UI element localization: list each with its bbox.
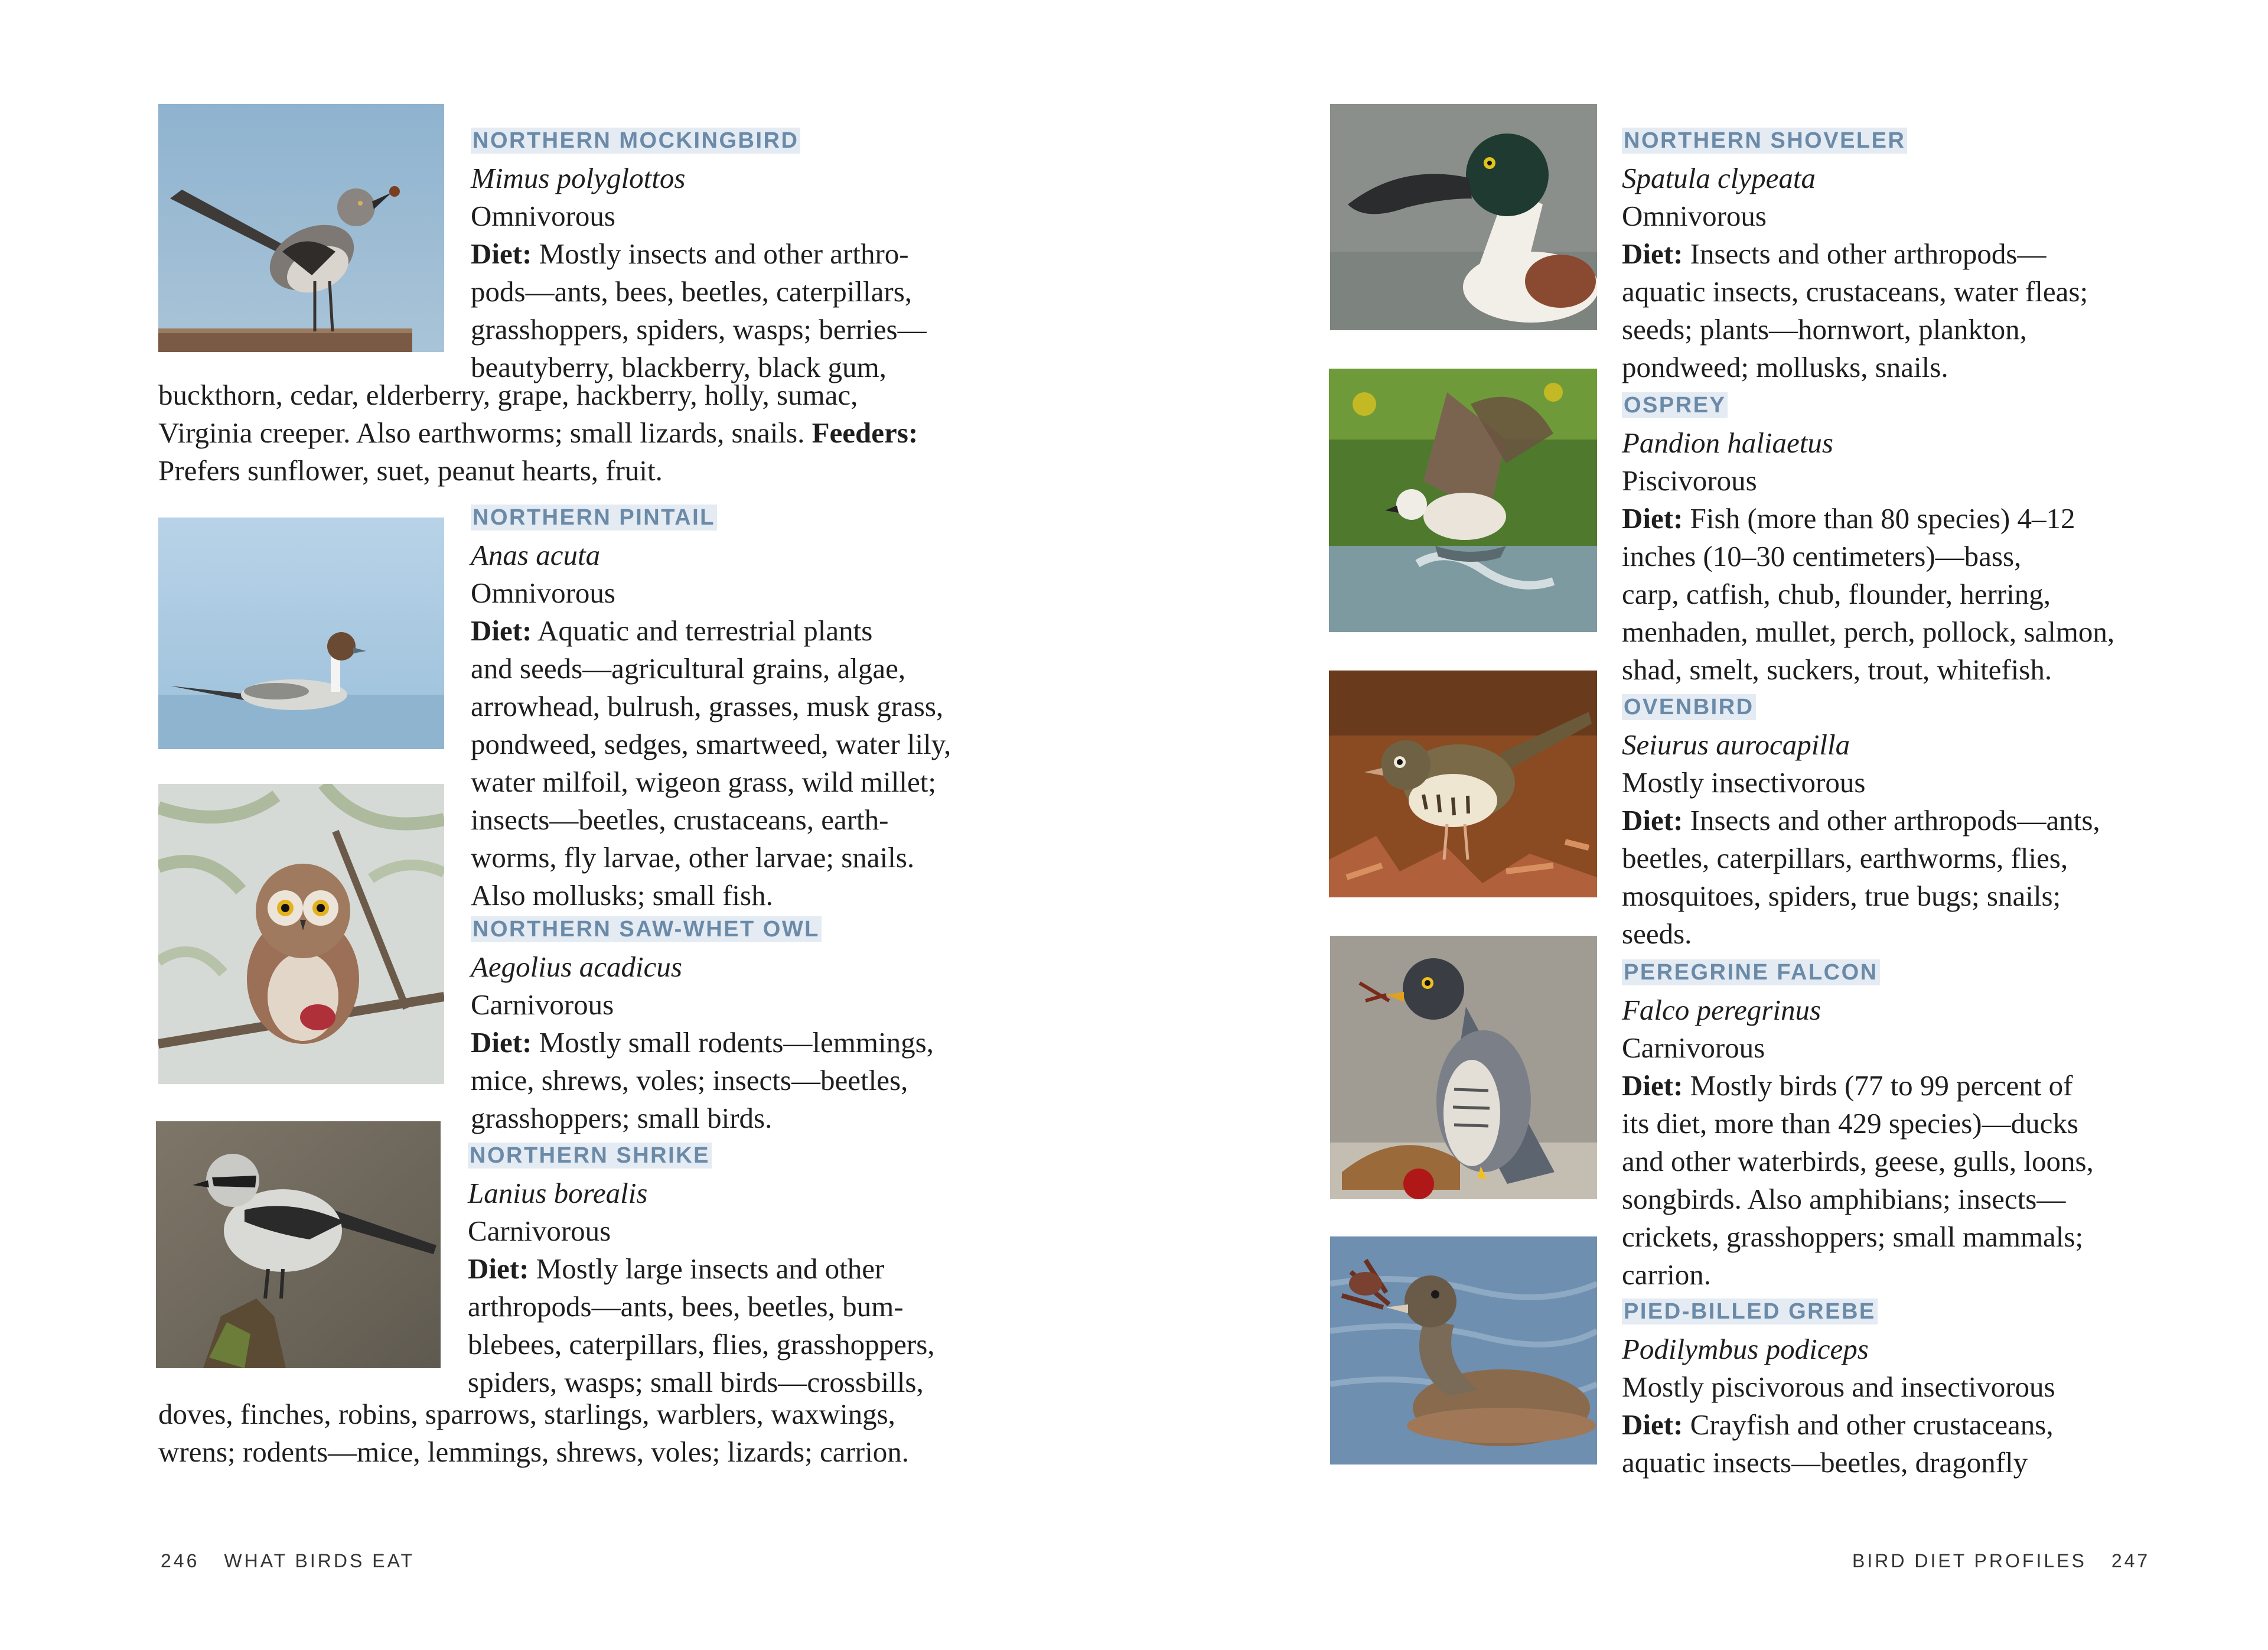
feeding-type: Omnivorous <box>1622 200 1767 232</box>
species-heading: NORTHERN SHRIKE <box>468 1143 712 1169</box>
diet-text: inches (10–30 centimeters)—bass, <box>1622 540 2022 572</box>
diet-text: Crayfish and other crustaceans, <box>1683 1408 2054 1441</box>
entry-pied-billed-grebe <box>1622 1290 2055 1482</box>
diet-text: crickets, grasshoppers; small mammals; <box>1622 1221 2084 1253</box>
diet-text: aquatic insects, crustaceans, water fleas; <box>1622 275 2088 308</box>
scientific-name: Mimus polyglottos <box>471 162 686 194</box>
scientific-name: Anas acuta <box>471 539 601 571</box>
diet-text: pods—ants, bees, beetles, caterpillars, <box>471 275 913 308</box>
diet-label: Diet: <box>471 614 532 647</box>
diet-label: Diet: <box>1622 1069 1683 1102</box>
diet-text: worms, fly larvae, other larvae; snails. <box>471 841 915 874</box>
scientific-name: Lanius borealis <box>468 1177 648 1209</box>
running-head: BIRD DIET PROFILES <box>1852 1550 2087 1571</box>
right-folio <box>1852 1550 2150 1572</box>
diet-text: arrowhead, bulrush, grasses, musk grass, <box>471 690 944 723</box>
left-folio <box>161 1550 439 1572</box>
diet-text: arthropods—ants, bees, beetles, bum- <box>468 1290 904 1323</box>
feeding-type: Carnivorous <box>468 1215 611 1247</box>
scientific-name: Falco peregrinus <box>1622 994 1821 1026</box>
saw-whet-owl-photo <box>158 784 444 1084</box>
page-number: 247 <box>2111 1550 2150 1571</box>
ovenbird-photo <box>1329 671 1597 897</box>
diet-label: Diet: <box>471 1026 532 1059</box>
species-heading: OSPREY <box>1622 392 1728 418</box>
diet-label: Diet: <box>1622 502 1683 535</box>
entry-northern-shoveler <box>1622 119 2088 386</box>
scientific-name: Seiurus aurocapilla <box>1622 728 1850 761</box>
diet-text: spiders, wasps; small birds—crossbills, <box>468 1366 924 1398</box>
species-heading: NORTHERN PINTAIL <box>471 505 717 531</box>
diet-text: Fish (more than 80 species) 4–12 <box>1683 502 2075 535</box>
scientific-name: Aegolius acadicus <box>471 951 682 983</box>
entry-northern-shrike-bottom <box>158 1395 909 1471</box>
pintail-photo <box>158 518 444 749</box>
diet-text: songbirds. Also amphibians; insects— <box>1622 1183 2066 1215</box>
entry-ovenbird <box>1622 686 2100 953</box>
diet-text: water milfoil, wigeon grass, wild millet; <box>471 766 936 798</box>
diet-text: blebees, caterpillars, flies, grasshoppers, <box>468 1328 935 1361</box>
species-heading: PEREGRINE FALCON <box>1622 959 1880 985</box>
entry-northern-saw-whet-owl <box>471 908 934 1137</box>
diet-text: insects—beetles, crustaceans, earth- <box>471 803 889 836</box>
diet-text: beetles, caterpillars, earthworms, flies, <box>1622 842 2068 874</box>
feeding-type: Omnivorous <box>471 577 615 609</box>
mockingbird-photo <box>158 104 444 352</box>
feeding-type: Carnivorous <box>471 988 614 1021</box>
feeding-type: Piscivorous <box>1622 464 1757 497</box>
entry-peregrine-falcon <box>1622 951 2094 1294</box>
running-head: WHAT BIRDS EAT <box>224 1550 415 1571</box>
diet-text: Mostly small rodents—lemmings, <box>532 1026 934 1059</box>
scientific-name: Podilymbus podiceps <box>1622 1333 1869 1365</box>
diet-text: and seeds—agricultural grains, algae, <box>471 652 906 685</box>
diet-text: Aquatic and terrestrial plants <box>532 614 873 647</box>
diet-text: Virginia creeper. Also earthworms; small lizards, snails. <box>158 416 812 449</box>
diet-text: carrion. <box>1622 1258 1711 1291</box>
species-heading: NORTHERN SHOVELER <box>1622 128 1907 154</box>
diet-text: beautyberry, blackberry, black gum, <box>471 351 887 383</box>
diet-text: seeds. <box>1622 917 1692 950</box>
feeding-type: Carnivorous <box>1622 1031 1765 1064</box>
diet-label: Diet: <box>468 1252 529 1285</box>
diet-text: grasshoppers; small birds. <box>471 1102 773 1134</box>
entry-northern-pintail <box>471 496 951 915</box>
diet-text: seeds; plants—hornwort, plankton, <box>1622 313 2027 346</box>
diet-text: Mostly insects and other arthro- <box>532 237 909 270</box>
diet-text: Mostly large insects and other <box>529 1252 885 1285</box>
shoveler-photo <box>1330 104 1597 330</box>
species-heading: NORTHERN MOCKINGBIRD <box>471 128 800 154</box>
diet-text: Insects and other arthropods—ants, <box>1683 804 2100 837</box>
pied-billed-grebe-photo <box>1330 1236 1597 1465</box>
diet-label: Diet: <box>471 237 532 270</box>
diet-label: Diet: <box>1622 237 1683 270</box>
feeders-text: Prefers sunflower, suet, peanut hearts, fruit. <box>158 454 663 487</box>
osprey-photo <box>1329 369 1597 632</box>
species-heading: PIED-BILLED GREBE <box>1622 1298 1878 1324</box>
entry-northern-shrike-top <box>468 1134 935 1401</box>
diet-text: buckthorn, cedar, elderberry, grape, hackberry, holly, sumac, <box>158 379 858 411</box>
diet-text: Mostly birds (77 to 99 percent of <box>1683 1069 2073 1102</box>
entry-osprey <box>1622 384 2114 689</box>
diet-text: pondweed; mollusks, snails. <box>1622 351 1948 383</box>
feeding-type: Mostly piscivorous and insectivorous <box>1622 1371 2055 1403</box>
scientific-name: Pandion haliaetus <box>1622 427 1833 459</box>
diet-label: Diet: <box>1622 804 1683 837</box>
diet-text: shad, smelt, suckers, trout, whitefish. <box>1622 653 2052 686</box>
diet-text: aquatic insects—beetles, dragonfly <box>1622 1446 2028 1479</box>
diet-text: its diet, more than 429 species)—ducks <box>1622 1107 2078 1140</box>
diet-text: mice, shrews, voles; insects—beetles, <box>471 1064 908 1096</box>
page-number: 246 <box>161 1550 200 1571</box>
entry-northern-mockingbird-top <box>471 119 927 386</box>
diet-text: and other waterbirds, geese, gulls, loons, <box>1622 1145 2094 1177</box>
scientific-name: Spatula clypeata <box>1622 162 1816 194</box>
diet-text: pondweed, sedges, smartweed, water lily, <box>471 728 951 760</box>
shrike-photo <box>156 1121 441 1368</box>
diet-label: Diet: <box>1622 1408 1683 1441</box>
diet-text: doves, finches, robins, sparrows, starlings, warblers, waxwings, <box>158 1398 895 1430</box>
species-heading: OVENBIRD <box>1622 694 1756 720</box>
diet-text: mosquitoes, spiders, true bugs; snails; <box>1622 880 2061 912</box>
diet-text: menhaden, mullet, perch, pollock, salmon, <box>1622 616 2115 648</box>
entry-northern-mockingbird-bottom <box>158 376 918 490</box>
diet-text: Also mollusks; small fish. <box>471 879 773 912</box>
right-page <box>1134 0 2268 1650</box>
peregrine-falcon-photo <box>1330 936 1597 1199</box>
diet-text: wrens; rodents—mice, lemmings, shrews, voles; lizards; carrion. <box>158 1436 909 1468</box>
feeding-type: Mostly insectivorous <box>1622 766 1866 799</box>
diet-text: carp, catfish, chub, flounder, herring, <box>1622 578 2051 610</box>
species-heading: NORTHERN SAW-WHET OWL <box>471 916 822 942</box>
diet-text: Insects and other arthropods— <box>1683 237 2047 270</box>
feeding-type: Omnivorous <box>471 200 615 232</box>
feeders-label: Feeders: <box>812 416 918 449</box>
diet-text: grasshoppers, spiders, wasps; berries— <box>471 313 927 346</box>
